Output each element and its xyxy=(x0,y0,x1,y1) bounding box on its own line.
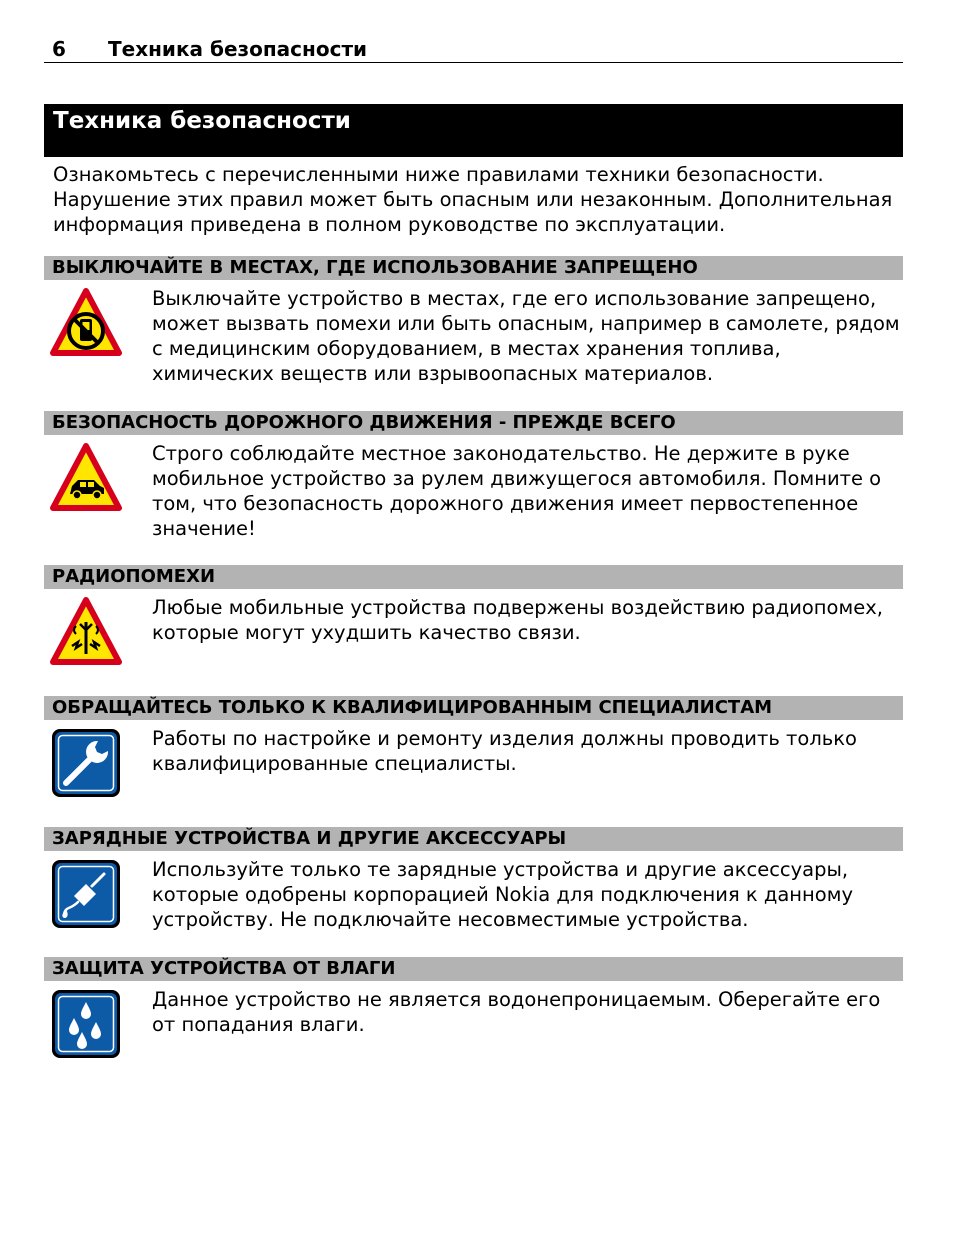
item-text: Работы по настройке и ремонту изделия должны проводить только квалифицированные специалисты. xyxy=(152,727,857,775)
charger-plug-icon xyxy=(50,858,122,930)
item-heading: ЗАЩИТА УСТРОЙСТВА ОТ ВЛАГИ xyxy=(44,957,903,981)
item-text: Строго соблюдайте местное законодательство. Не держите в руке мобильное устройство за рулем движущегося автомобиля. Помните о том, что безопасность дорожного движения имеет первостепенное значение! xyxy=(152,442,882,540)
item-heading: ОБРАЩАЙТЕСЬ ТОЛЬКО К КВАЛИФИЦИРОВАННЫМ СПЕЦИАЛИСТАМ xyxy=(44,696,903,720)
section-title: Техника безопасности xyxy=(44,104,903,157)
item-text: Выключайте устройство в местах, где его использование запрещено, может вызвать помехи или быть опасным, например в самолете, рядом с медицинским оборудованием, в местах хранения топлива, химических веществ или взрывоопасных материалов. xyxy=(152,287,900,385)
item-heading: БЕЗОПАСНОСТЬ ДОРОЖНОГО ДВИЖЕНИЯ - ПРЕЖДЕ ВСЕГО xyxy=(44,411,903,435)
safety-item-switch-off xyxy=(44,256,903,385)
safety-item-chargers xyxy=(44,827,903,931)
item-text: Используйте только те зарядные устройства и другие аксессуары, которые одобрены корпорацией Nokia для подключения к данному устройству. Не подключайте несовместимые устройства. xyxy=(152,858,853,931)
safety-item-road-safety xyxy=(44,411,903,540)
item-text: Любые мобильные устройства подвержены воздействию радиопомех, которые могут ухудшить качество связи. xyxy=(152,596,883,644)
page-header xyxy=(44,36,903,63)
item-heading: ВЫКЛЮЧАЙТЕ В МЕСТАХ, ГДЕ ИСПОЛЬЗОВАНИЕ ЗАПРЕЩЕНО xyxy=(44,256,903,280)
safety-item-qualified-service xyxy=(44,696,903,775)
safety-item-water-resistance xyxy=(44,957,903,1036)
road-safety-warning-icon xyxy=(50,442,122,514)
interference-warning-icon xyxy=(50,596,122,668)
item-heading: ЗАРЯДНЫЕ УСТРОЙСТВА И ДРУГИЕ АКСЕССУАРЫ xyxy=(44,827,903,851)
page-number: 6 xyxy=(52,37,66,61)
item-heading: РАДИОПОМЕХИ xyxy=(44,565,903,589)
water-drops-icon xyxy=(50,988,122,1060)
running-title: Техника безопасности xyxy=(108,37,368,61)
intro-paragraph: Ознакомьтесь с перечисленными ниже правилами техники безопасности. Нарушение этих правил может быть опасным или незаконным. Дополнительная информация приведена в полном руководстве по эксплуатации. xyxy=(53,163,893,236)
safety-item-interference xyxy=(44,565,903,644)
item-text: Данное устройство не является водонепроницаемым. Оберегайте его от попадания влаги. xyxy=(152,988,881,1036)
switch-off-warning-icon xyxy=(50,287,122,359)
wrench-icon xyxy=(50,727,122,799)
